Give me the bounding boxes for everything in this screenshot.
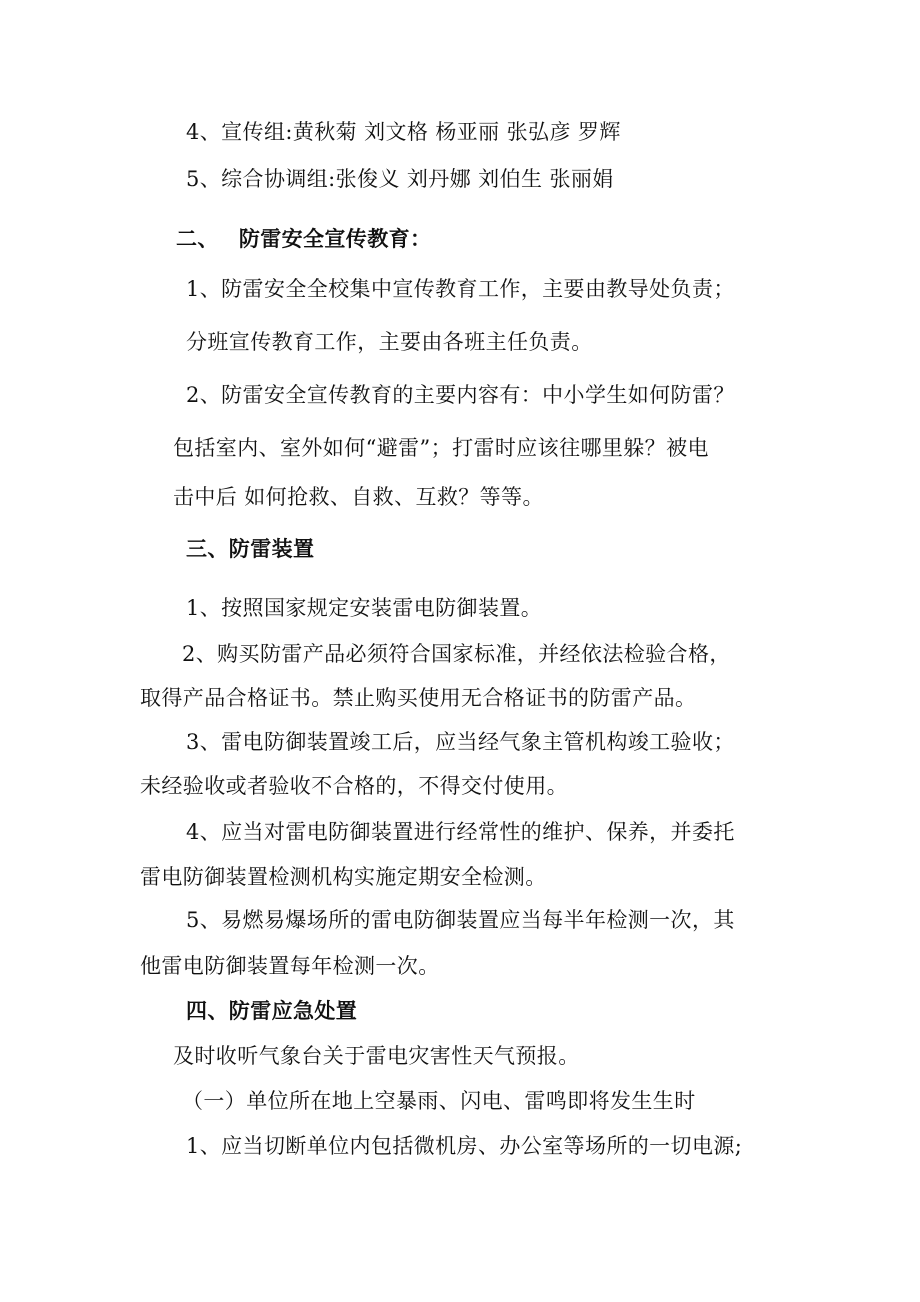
section-3-heading: 三、防雷装置 bbox=[186, 537, 315, 561]
section-4-heading: 四、防雷应急处置 bbox=[186, 999, 358, 1023]
section-3-paragraph-4-line-1: 4、应当对雷电防御装置进行经常性的维护、保养，并委托 bbox=[186, 820, 735, 844]
section-2-paragraph-1-line-1: 1、防雷安全全校集中宣传教育工作，主要由教导处负责； bbox=[186, 277, 735, 301]
propaganda-group-line: 4、宣传组:黄秋菊 刘文格 杨亚丽 张弘彦 罗辉 bbox=[186, 120, 621, 144]
section-3-paragraph-5-line-2: 他雷电防御装置每年检测一次。 bbox=[140, 954, 440, 978]
section-4-subheading-1: （一）单位所在地上空暴雨、闪电、雷鸣即将发生生时 bbox=[182, 1089, 696, 1113]
coordination-group-line: 5、综合协调组:张俊义 刘丹娜 刘伯生 张丽娟 bbox=[186, 167, 614, 191]
section-2-heading bbox=[176, 224, 431, 254]
section-2-number: 二、 bbox=[176, 227, 219, 251]
section-3-paragraph-3-line-2: 未经验收或者验收不合格的，不得交付使用。 bbox=[140, 774, 568, 798]
section-2-paragraph-1-line-2: 分班宣传教育工作，主要由各班主任负责。 bbox=[186, 330, 593, 354]
section-3-paragraph-2-line-2: 取得产品合格证书。禁止购买使用无合格证书的防雷产品。 bbox=[140, 686, 697, 710]
section-3-paragraph-4-line-2: 雷电防御装置检测机构实施定期安全检测。 bbox=[140, 865, 547, 889]
section-4-paragraph-1: 1、应当切断单位内包括微机房、办公室等场所的一切电源; bbox=[186, 1134, 743, 1158]
section-4-intro: 及时收听气象台关于雷电灾害性天气预报。 bbox=[173, 1044, 580, 1068]
section-3-paragraph-2-line-1: 2、购买防雷产品必须符合国家标准，并经依法检验合格， bbox=[182, 642, 731, 666]
section-2-paragraph-2-line-1: 2、防雷安全宣传教育的主要内容有：中小学生如何防雷？ bbox=[186, 383, 735, 407]
section-2-paragraph-2-line-3: 击中后 如何抢救、自救、互救？等等。 bbox=[173, 485, 544, 509]
section-2-title: 防雷安全宣传教育： bbox=[238, 227, 432, 251]
section-3-paragraph-1: 1、按照国家规定安装雷电防御装置。 bbox=[186, 596, 543, 620]
section-2-paragraph-2-line-2: 包括室内、室外如何“避雷”；打雷时应该往哪里躲？被电 bbox=[173, 436, 709, 460]
section-3-paragraph-5-line-1: 5、易燃易爆场所的雷电防御装置应当每半年检测一次，其 bbox=[186, 908, 735, 932]
section-3-paragraph-3-line-1: 3、雷电防御装置竣工后，应当经气象主管机构竣工验收； bbox=[186, 730, 735, 754]
